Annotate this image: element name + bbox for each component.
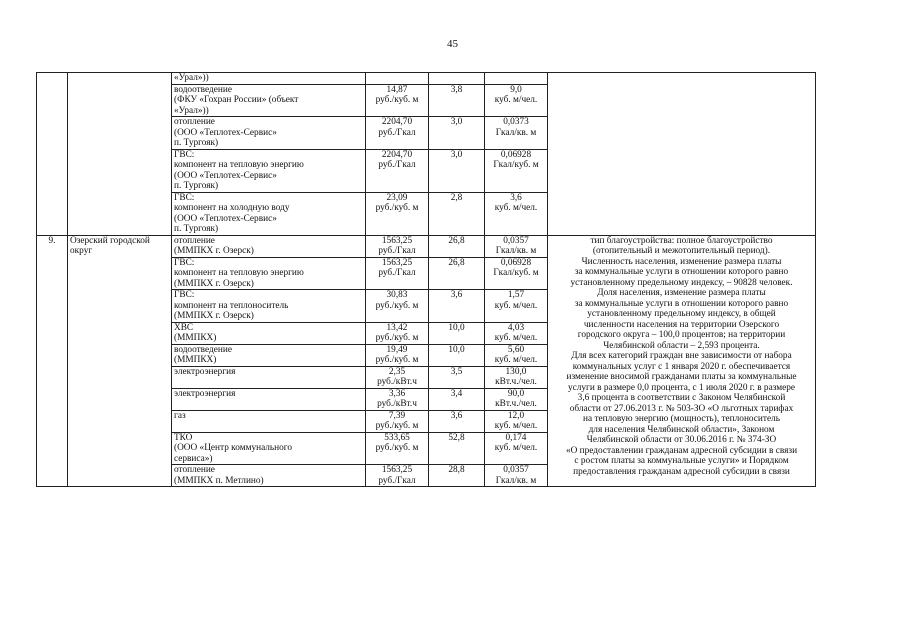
service-cell: ТКО (ООО «Центр коммунального сервиса») (172, 432, 366, 465)
volume-cell: 5,60 куб. м/чел. (485, 344, 548, 366)
volume-cell: 1,57 куб. м/чел. (485, 290, 548, 323)
tariff-cell: 2,35 руб./кВт.ч (366, 366, 429, 388)
index-cell: 26,8 (429, 257, 485, 290)
page-number: 45 (447, 38, 458, 50)
index-cell: 10,0 (429, 344, 485, 366)
volume-cell: 9,0 куб. м/чел. (485, 84, 548, 117)
tariff-cell: 7,39 руб./куб. м (366, 410, 429, 432)
index-cell: 28,8 (429, 465, 485, 487)
note-text: тип благоустройства: полное благоустройство (отопительный и межотопительный период). Численность населения, изменение размера платы за коммунальные услуги в отношении которого равно установленному предельному индексу, – 90828 человек. Доля населения, изменение размера платы за коммунальные услуги в отношении которого равно установленному предельному индексу, в общей численности населения на территории Озерского городского округа – 100,0 процентов; на территории Челябинской области – 2,593 процента. Для всех категорий граждан вне зависимости от набора коммунальных услуг с 1 января 2020 г. обеспечивается изменение вносимой гражданами платы за коммунальные услуги в размере 0,0 процента, с 1 июля 2020 г. в размере 3,6 процента в соответствии с Законом Челябинской области от 27.06.2013 г. № 503-ЗО «О льготных тарифах на тепловую энергию (мощность), теплоноситель для населения Челябинской области», Законом Челябинской области от 30.06.2016 г. № 374-ЗО «О предоставлении гражданам адресной субсидии в связи с ростом платы за коммунальные услуги» и Порядком предоставления гражданам адресной субсидии в связи (548, 235, 816, 487)
volume-cell (485, 73, 548, 85)
index-cell: 10,0 (429, 322, 485, 344)
volume-cell: 0,06928 Гкал/куб. м (485, 149, 548, 192)
service-cell: ГВС: компонент на тепловую энергию (ММПКХ г. Озерск) (172, 257, 366, 290)
service-cell: ГВС: компонент на холодную воду (ООО «Теплотех-Сервис» п. Тургояк) (172, 192, 366, 235)
index-cell: 3,6 (429, 290, 485, 323)
index-cell (429, 73, 485, 85)
tariff-cell: 2204,70 руб./Гкал (366, 117, 429, 150)
service-cell: газ (172, 410, 366, 432)
tariff-cell: 533,65 руб./куб. м (366, 432, 429, 465)
table-row (37, 235, 816, 257)
tariff-cell: 3,36 руб./кВт.ч (366, 388, 429, 410)
tariff-table (36, 72, 816, 487)
municipality-cell (68, 73, 172, 236)
tariff-cell: 19,49 руб./куб. м (366, 344, 429, 366)
service-cell: водоотведение (ММПКХ) (172, 344, 366, 366)
table-row (37, 73, 816, 85)
service-cell: отопление (ММПКХ п. Метлино) (172, 465, 366, 487)
tariff-cell: 13,42 руб./куб. м (366, 322, 429, 344)
volume-cell: 130,0 кВт.ч./чел. (485, 366, 548, 388)
tariff-cell: 1563,25 руб./Гкал (366, 465, 429, 487)
service-cell: отопление (ММПКХ г. Озерск) (172, 235, 366, 257)
index-cell: 3,4 (429, 388, 485, 410)
tariff-cell (366, 73, 429, 85)
note-cell (548, 73, 816, 236)
service-cell: электроэнергия (172, 366, 366, 388)
volume-cell: 12,0 куб. м/чел. (485, 410, 548, 432)
volume-cell: 3,6 куб. м/чел. (485, 192, 548, 235)
service-cell: ГВС: компонент на тепловую энергию (ООО «Теплотех-Сервис» п. Тургояк) (172, 149, 366, 192)
index-cell: 52,8 (429, 432, 485, 465)
volume-cell: 0,06928 Гкал/куб. м (485, 257, 548, 290)
service-cell: водоотведение (ФКУ «Гохран России» (объект «Урал»)) (172, 84, 366, 117)
service-cell: отопление (ООО «Теплотех-Сервис» п. Тургояк) (172, 117, 366, 150)
tariff-cell: 1563,25 руб./Гкал (366, 235, 429, 257)
number-cell (37, 73, 68, 236)
tariff-cell: 14,87 руб./куб. м (366, 84, 429, 117)
volume-cell: 0,0357 Гкал/кв. м (485, 465, 548, 487)
tariff-cell: 2204,70 руб./Гкал (366, 149, 429, 192)
tariff-cell: 23,09 руб./куб. м (366, 192, 429, 235)
volume-cell: 0,0373 Гкал/кв. м (485, 117, 548, 150)
service-cell: ГВС: компонент на теплоноситель (ММПКХ г. Озерск) (172, 290, 366, 323)
service-cell: электроэнергия (172, 388, 366, 410)
volume-cell: 0,174 куб. м/чел. (485, 432, 548, 465)
service-cell: «Урал»)) (172, 73, 366, 85)
index-cell: 26,8 (429, 235, 485, 257)
index-cell: 3,0 (429, 149, 485, 192)
service-cell: ХВС (ММПКХ) (172, 322, 366, 344)
tariff-cell: 1563,25 руб./Гкал (366, 257, 429, 290)
index-cell: 3,6 (429, 410, 485, 432)
tariff-cell: 30,83 руб./куб. м (366, 290, 429, 323)
index-cell: 3,5 (429, 366, 485, 388)
municipality-name: Озерский городской округ (68, 235, 172, 487)
index-cell: 2,8 (429, 192, 485, 235)
volume-cell: 0,0357 Гкал/кв. м (485, 235, 548, 257)
volume-cell: 4,03 куб. м/чел. (485, 322, 548, 344)
volume-cell: 90,0 кВт.ч./чел. (485, 388, 548, 410)
index-cell: 3,8 (429, 84, 485, 117)
index-cell: 3,0 (429, 117, 485, 150)
row-number: 9. (37, 235, 68, 487)
